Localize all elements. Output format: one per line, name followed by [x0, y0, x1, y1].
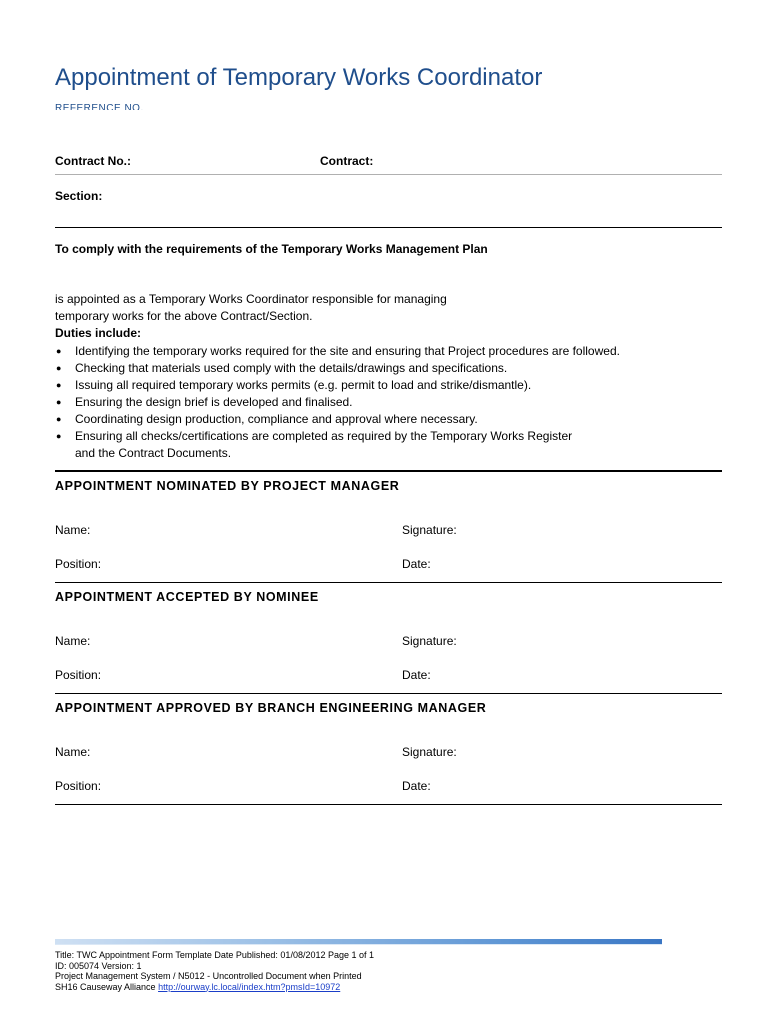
section-2-position-label: Position:: [55, 668, 102, 682]
section-2-signature-label: Signature:: [402, 634, 457, 648]
footer-system-line: Project Management System / N5012 - Uncontrolled Document when Printed: [55, 971, 362, 981]
section-2-name-label: Name:: [55, 634, 91, 648]
bullet-icon: ●: [56, 397, 62, 407]
duty-text: Ensuring all checks/certifications are completed as required by the Temporary Works Register: [75, 429, 573, 443]
section-divider: [55, 227, 722, 228]
section-3-date-label: Date:: [402, 779, 431, 793]
section-1-top-rule: [55, 470, 722, 472]
footer-alliance-line: [55, 982, 374, 993]
list-item: [55, 394, 620, 411]
section-3-name-label: Name:: [55, 745, 91, 759]
appointed-line-2: temporary works for the above Contract/Section.: [55, 309, 313, 323]
section-1-bottom-rule: [55, 582, 722, 583]
duty-text: Checking that materials used comply with the details/drawings and specifications.: [75, 361, 508, 375]
section-label: Section:: [55, 189, 103, 203]
list-item: [55, 360, 620, 377]
reference-number-label: REFERENCE NO.: [55, 103, 144, 110]
list-item-continuation: [55, 445, 620, 462]
appointed-line-1: is appointed as a Temporary Works Coordinator responsible for managing: [55, 292, 447, 306]
section-1-heading: APPOINTMENT NOMINATED BY PROJECT MANAGER: [55, 479, 400, 493]
page-footer: [55, 950, 374, 992]
section-1-name-label: Name:: [55, 523, 91, 537]
list-item: [55, 343, 620, 360]
footer-decorative-bar: [55, 939, 662, 944]
section-3-signature-label: Signature:: [402, 745, 457, 759]
list-item: [55, 377, 620, 394]
section-3-bottom-rule: [55, 804, 722, 805]
duties-list: [55, 343, 620, 462]
document-title: Appointment of Temporary Works Coordinator: [55, 64, 543, 91]
bullet-icon: ●: [56, 363, 62, 373]
duty-text: Ensuring the design brief is developed and finalised.: [75, 395, 353, 409]
section-2-heading: APPOINTMENT ACCEPTED BY NOMINEE: [55, 590, 319, 604]
list-item: [55, 411, 620, 428]
section-1-date-label: Date:: [402, 557, 431, 571]
duty-text: Issuing all required temporary works permits (e.g. permit to load and strike/dismantle).: [75, 378, 532, 392]
section-1-position-label: Position:: [55, 557, 102, 571]
footer-link[interactable]: http://ourway.lc.local/index.htm?pmsId=10972: [158, 981, 341, 992]
footer-id-line: ID: 005074 Version: 1: [55, 960, 142, 971]
duties-heading: Duties include:: [55, 326, 142, 340]
section-3-position-label: Position:: [55, 779, 102, 793]
footer-alliance-text: SH16 Causeway Alliance: [55, 981, 159, 992]
list-item: [55, 428, 620, 445]
footer-title-line: Title: TWC Appointment Form Template Date Published: 01/08/2012 Page 1 of 1: [55, 950, 375, 960]
duty-text: Identifying the temporary works required for the site and ensuring that Project procedures are followed.: [75, 344, 620, 358]
bullet-icon: ●: [56, 380, 62, 390]
section-2-bottom-rule: [55, 693, 722, 694]
section-2-date-label: Date:: [402, 668, 431, 682]
section-3-heading: APPOINTMENT APPROVED BY BRANCH ENGINEERING MANAGER: [55, 701, 487, 715]
comply-statement: To comply with the requirements of the Temporary Works Management Plan: [55, 242, 488, 256]
bullet-icon: ●: [56, 431, 62, 441]
contract-no-label: Contract No.:: [55, 154, 131, 168]
section-1-signature-label: Signature:: [402, 523, 457, 537]
bullet-icon: ●: [56, 346, 62, 356]
contract-divider: [55, 174, 722, 175]
duty-text: and the Contract Documents.: [75, 446, 232, 460]
contract-label: Contract:: [320, 154, 374, 168]
duty-text: Coordinating design production, compliance and approval where necessary.: [75, 412, 478, 426]
bullet-icon: ●: [56, 414, 62, 424]
